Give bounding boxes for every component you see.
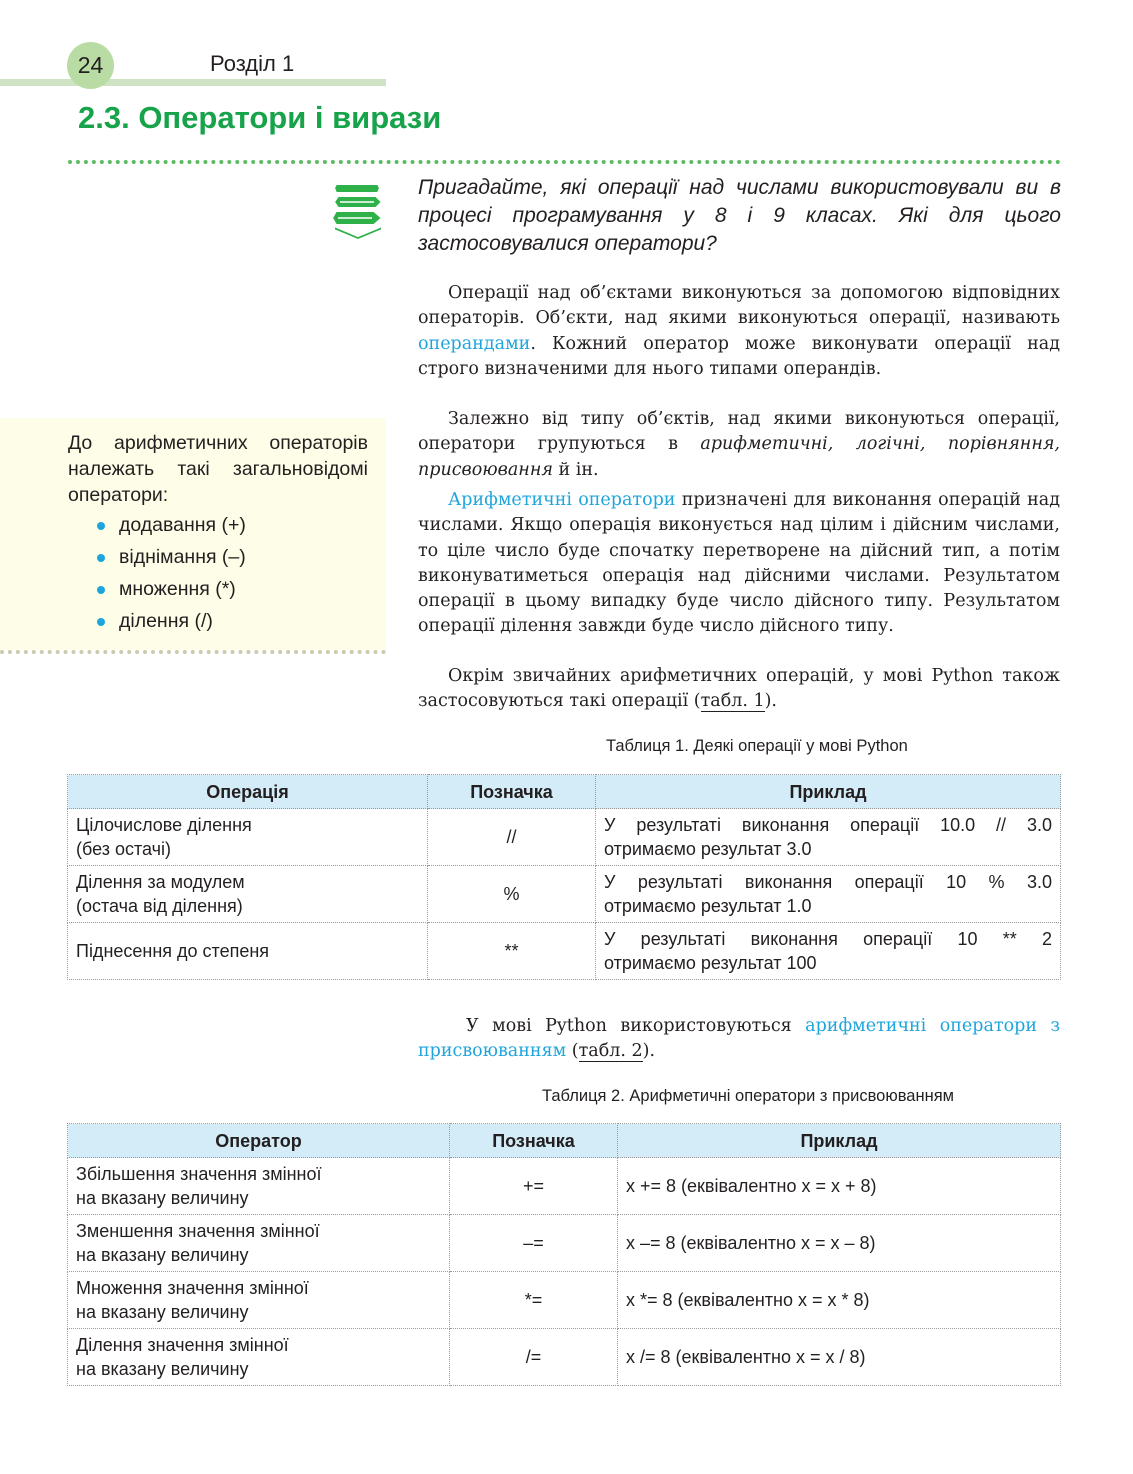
table2-reference[interactable]: табл. 2 bbox=[578, 1041, 643, 1062]
column-header: Оператор bbox=[68, 1124, 450, 1158]
paragraph-groups: Залежно від типу об’єктів, над якими виконуються операції, оператори групуються в арифметичні, логічні, порівняння, присвоювання й ін. bbox=[418, 409, 1060, 480]
chapter-label: Розділ 1 bbox=[210, 51, 295, 76]
table-header-row bbox=[68, 775, 1061, 809]
paragraph-assignment-ops: У мові Python використовуються арифметичні оператори з присвоюванням (табл. 2). bbox=[418, 1016, 1061, 1062]
column-header: Позначка bbox=[428, 775, 596, 809]
term-assignment-operators: арифметичні оператори з присвоюванням bbox=[418, 1016, 1061, 1062]
example-cell: x /= 8 (еквівалентно x = x / 8) bbox=[618, 1329, 1061, 1386]
books-icon bbox=[330, 178, 386, 240]
sign-cell: ** bbox=[428, 923, 596, 980]
example-cell: У результаті виконання операції 10.0 // 3.0 отримаємо результат 3.0 bbox=[596, 809, 1061, 866]
list-item: додавання (+) bbox=[96, 511, 246, 543]
column-header: Операція bbox=[68, 775, 428, 809]
table-row bbox=[68, 809, 1061, 866]
column-header: Позначка bbox=[450, 1124, 618, 1158]
example-cell: У результаті виконання операції 10 % 3.0 отримаємо результат 1.0 bbox=[596, 866, 1061, 923]
term-arithmetic-operators: Арифметичні оператори bbox=[448, 490, 676, 510]
operation-cell: Піднесення до степеня bbox=[68, 923, 428, 980]
operator-cell: Збільшення значення змінної на вказану величину bbox=[68, 1158, 450, 1215]
side-note-list bbox=[96, 511, 246, 639]
table-row bbox=[68, 1329, 1061, 1386]
table2-caption: Таблиця 2. Арифметичні оператори з присвоюванням bbox=[542, 1087, 954, 1105]
column-header: Приклад bbox=[618, 1124, 1061, 1158]
table1-reference[interactable]: табл. 1 bbox=[700, 691, 765, 712]
paragraph-arithmetic: Арифметичні оператори призначені для виконання операцій над числами. Якщо операція виконується над цілим і дійсним числами, то ціле число буде спочатку перетворене на дійсний тип, а потім виконуватиметься операція над дійсними числами. Результатом операції в цьому випадку буде число дійсного типу. Результатом операції ділення завжди буде число дійсного типу. bbox=[418, 490, 1060, 637]
table-row bbox=[68, 866, 1061, 923]
sign-cell: % bbox=[428, 866, 596, 923]
bullet-dot-icon bbox=[97, 586, 105, 594]
term-operands: операндами bbox=[418, 333, 531, 354]
operation-cell: Цілочислове ділення (без остачі) bbox=[68, 809, 428, 866]
example-cell: У результаті виконання операції 10 ** 2 отримаємо результат 100 bbox=[596, 923, 1061, 980]
sign-cell: *= bbox=[450, 1272, 618, 1329]
list-item: ділення (/) bbox=[96, 607, 246, 639]
example-cell: x += 8 (еквівалентно x = x + 8) bbox=[618, 1158, 1061, 1215]
paragraph-operands: Операції над об’єктами виконуються за допомогою відповідних операторів. Об’єкти, над якими виконуються операції, називають операндами. Кожний оператор може виконувати операції над строго визначеними для нього типами операндів. bbox=[418, 283, 1060, 379]
operator-cell: Зменшення значення змінної на вказану величину bbox=[68, 1215, 450, 1272]
section-title: 2.3. Оператори і вирази bbox=[78, 100, 442, 135]
table2 bbox=[67, 1123, 1061, 1386]
question-text: Пригадайте, які операції над числами використовували ви в процесі програмування у 8 і 9 класах. Які для цього застосовувалися оператори? bbox=[418, 176, 1061, 255]
list-item: множення (*) bbox=[96, 575, 246, 607]
table1 bbox=[67, 774, 1061, 980]
example-cell: x –= 8 (еквівалентно x = x – 8) bbox=[618, 1215, 1061, 1272]
sign-cell: –= bbox=[450, 1215, 618, 1272]
side-note-intro: До арифметичних операторів належать такі загальновідомі оператори: bbox=[68, 432, 368, 506]
paragraph-other-ops: Окрім звичайних арифметичних операцій, у мові Python також застосовуються такі операції (табл. 1). bbox=[418, 666, 1060, 712]
bullet-dot-icon bbox=[97, 522, 105, 530]
table1-caption: Таблиця 1. Деякі операції у мові Python bbox=[606, 737, 908, 755]
list-item: віднімання (–) bbox=[96, 543, 246, 575]
side-note-divider bbox=[0, 650, 386, 654]
table-row bbox=[68, 923, 1061, 980]
sign-cell: // bbox=[428, 809, 596, 866]
sign-cell: /= bbox=[450, 1329, 618, 1386]
table-header-row bbox=[68, 1124, 1061, 1158]
table-row bbox=[68, 1272, 1061, 1329]
example-cell: x *= 8 (еквівалентно x = x * 8) bbox=[618, 1272, 1061, 1329]
bullet-dot-icon bbox=[97, 618, 105, 626]
operator-cell: Множення значення змінної на вказану величину bbox=[68, 1272, 450, 1329]
bullet-dot-icon bbox=[97, 554, 105, 562]
sign-cell: += bbox=[450, 1158, 618, 1215]
operator-cell: Ділення значення змінної на вказану величину bbox=[68, 1329, 450, 1386]
header-bar bbox=[0, 79, 386, 86]
operation-cell: Ділення за модулем (остача від ділення) bbox=[68, 866, 428, 923]
table-row bbox=[68, 1158, 1061, 1215]
dotted-divider bbox=[68, 160, 1061, 164]
table-row bbox=[68, 1215, 1061, 1272]
page-number: 24 bbox=[67, 42, 114, 89]
column-header: Приклад bbox=[596, 775, 1061, 809]
